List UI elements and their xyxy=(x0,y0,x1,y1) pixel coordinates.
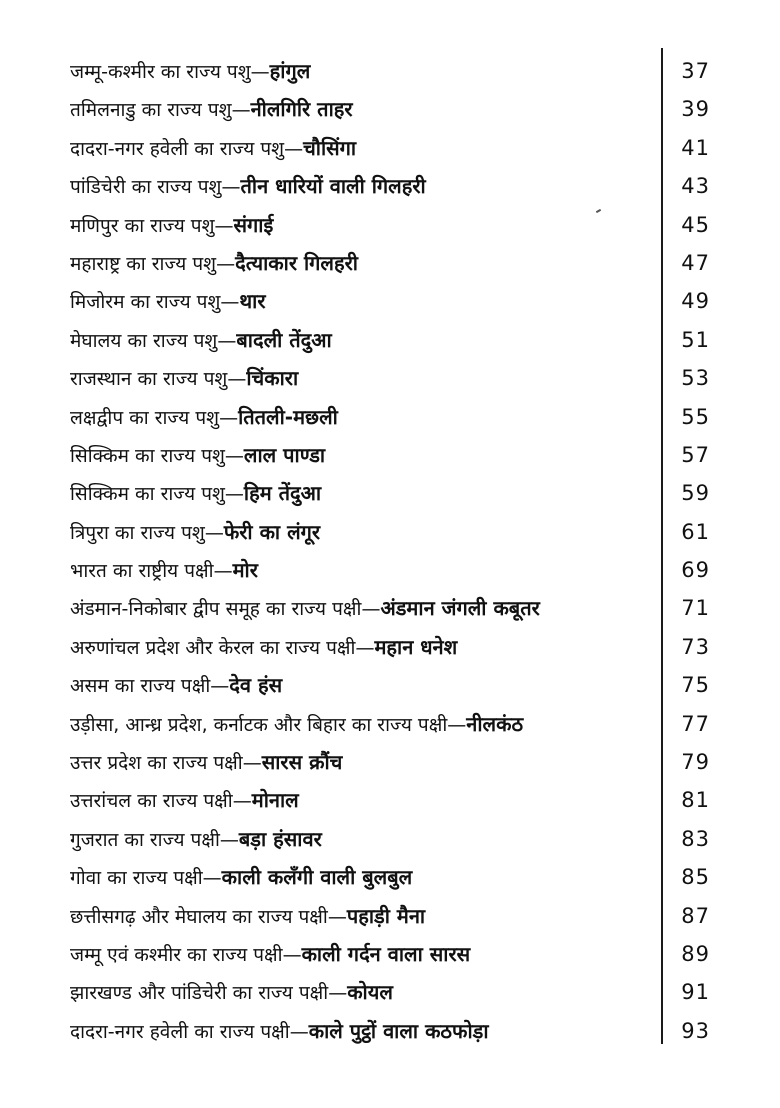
em-dash-separator: — xyxy=(284,137,304,160)
toc-entry-text xyxy=(70,824,662,855)
toc-entry-text xyxy=(70,440,662,471)
em-dash-separator: — xyxy=(231,99,251,122)
entry-answer: सारस क्रौंच xyxy=(261,750,343,775)
entry-answer: बादली तेंदुआ xyxy=(236,327,332,352)
entry-answer: तीन धारियों वाली गिलहरी xyxy=(240,174,426,199)
toc-row xyxy=(0,90,780,128)
em-dash-separator: — xyxy=(355,636,375,659)
toc-row xyxy=(0,551,780,589)
toc-row xyxy=(0,129,780,167)
toc-row xyxy=(0,743,780,781)
entry-answer: तितली-मछली xyxy=(238,404,338,429)
toc-entry-text xyxy=(70,133,662,164)
em-dash-separator: — xyxy=(210,675,230,698)
page-number: 85 xyxy=(681,865,710,890)
toc-entry-text xyxy=(70,670,662,701)
em-dash-separator: — xyxy=(327,905,347,928)
entry-label: गुजरात का राज्य पक्षी xyxy=(70,828,220,851)
toc-entry-text xyxy=(70,555,662,586)
entry-label: राजस्थान का राज्य पशु xyxy=(70,368,228,391)
page-number: 37 xyxy=(681,59,710,83)
toc-row xyxy=(0,935,780,973)
toc-entry-text xyxy=(70,94,662,125)
em-dash-separator: — xyxy=(242,752,262,775)
entry-label: त्रिपुरा का राज्य पशु xyxy=(70,521,205,544)
entry-answer: महान धनेश xyxy=(374,634,458,659)
entry-label: भारत का राष्ट्रीय पक्षी xyxy=(70,560,214,583)
entry-answer: फेरी का लंगूर xyxy=(223,519,321,544)
entry-answer: लाल पाण्डा xyxy=(243,442,326,467)
entry-answer: अंडमान जंगली कबूतर xyxy=(380,596,540,621)
em-dash-separator: — xyxy=(219,406,239,429)
toc-row xyxy=(0,666,780,704)
entry-answer: काले पुट्ठों वाला कठफोड़ा xyxy=(308,1018,489,1043)
toc-row xyxy=(0,321,780,359)
table-of-contents xyxy=(0,52,780,1050)
page-number: 71 xyxy=(681,596,710,621)
page-number: 91 xyxy=(681,980,710,1005)
toc-row xyxy=(0,398,780,436)
toc-row xyxy=(0,628,780,666)
em-dash-separator: — xyxy=(447,713,467,736)
entry-label: उत्तरांचल का राज्य पक्षी xyxy=(70,790,233,813)
em-dash-separator: — xyxy=(224,483,244,506)
entry-label: छत्तीसगढ़ और मेघालय का राज्य पक्षी xyxy=(70,905,328,928)
em-dash-separator: — xyxy=(328,982,348,1005)
em-dash-separator: — xyxy=(214,214,234,237)
page-number: 41 xyxy=(681,135,710,160)
em-dash-separator: — xyxy=(227,368,247,391)
page-number: 61 xyxy=(681,519,710,544)
entry-answer: चौसिंगा xyxy=(303,135,357,160)
toc-entry-text xyxy=(70,709,662,740)
page-number: 59 xyxy=(681,481,710,506)
toc-row xyxy=(0,359,780,397)
entry-label: अंडमान-निकोबार द्वीप समूह का राज्य पक्षी xyxy=(70,598,362,621)
entry-answer: नीलगिरि ताहर xyxy=(250,97,353,122)
entry-label: पांडिचेरी का राज्य पशु xyxy=(70,176,222,199)
page-number: 87 xyxy=(681,903,710,928)
toc-row xyxy=(0,1012,780,1050)
toc-entry-text xyxy=(70,901,662,932)
toc-row xyxy=(0,474,780,512)
toc-entry-text xyxy=(70,171,662,202)
entry-label: दादरा-नगर हवेली का राज्य पक्षी xyxy=(70,1020,290,1043)
em-dash-separator: — xyxy=(204,521,224,544)
toc-row xyxy=(0,820,780,858)
entry-answer: हांगुल xyxy=(269,59,311,83)
page-number: 81 xyxy=(681,788,710,813)
page-number: 69 xyxy=(681,558,710,583)
entry-label: सिक्किम का राज्य पशु xyxy=(70,483,225,506)
toc-row xyxy=(0,513,780,551)
page-number: 43 xyxy=(681,174,710,199)
em-dash-separator: — xyxy=(221,176,241,199)
entry-label: गोवा का राज्य पक्षी xyxy=(70,867,203,890)
toc-entry-text xyxy=(70,478,662,509)
toc-entry-text xyxy=(70,402,662,433)
entry-answer: कोयल xyxy=(347,980,393,1005)
entry-answer: दैत्याकार गिलहरी xyxy=(235,250,358,275)
toc-entry-text xyxy=(70,210,662,241)
entry-label: उत्तर प्रदेश का राज्य पक्षी xyxy=(70,752,243,775)
entry-answer: थार xyxy=(239,289,266,314)
em-dash-separator: — xyxy=(224,444,244,467)
page-number: 53 xyxy=(681,366,710,391)
page-number: 45 xyxy=(681,212,710,237)
em-dash-separator: — xyxy=(216,252,236,275)
em-dash-separator: — xyxy=(232,790,252,813)
entry-label: लक्षद्वीप का राज्य पशु xyxy=(70,406,220,429)
em-dash-separator: — xyxy=(289,1020,309,1043)
entry-answer: बड़ा हंसावर xyxy=(238,826,322,851)
entry-label: मेघालय का राज्य पशु xyxy=(70,329,218,352)
page-number: 55 xyxy=(681,404,710,429)
toc-entry-text xyxy=(70,325,662,356)
page-number: 39 xyxy=(681,97,710,122)
toc-row xyxy=(0,436,780,474)
entry-label: उड़ीसा, आन्ध्र प्रदेश, कर्नाटक और बिहार का राज्य पक्षी xyxy=(70,713,448,736)
entry-answer: मोर xyxy=(232,558,258,583)
em-dash-separator: — xyxy=(213,560,233,583)
entry-answer: पहाड़ी मैना xyxy=(346,903,426,928)
page-number: 47 xyxy=(681,250,710,275)
page-number: 51 xyxy=(681,327,710,352)
toc-entry-text xyxy=(70,785,662,816)
entry-label: झारखण्ड और पांडिचेरी का राज्य पक्षी xyxy=(70,982,329,1005)
entry-label: दादरा-नगर हवेली का राज्य पशु xyxy=(70,137,285,160)
entry-label: अरुणांचल प्रदेश और केरल का राज्य पक्षी xyxy=(70,636,356,659)
entry-label: असम का राज्य पक्षी xyxy=(70,675,211,698)
page-number: 83 xyxy=(681,826,710,851)
entry-label: तमिलनाडु का राज्य पशु xyxy=(70,99,232,122)
toc-row xyxy=(0,282,780,320)
entry-answer: हिम तेंदुआ xyxy=(243,481,322,506)
entry-label: महाराष्ट्र का राज्य पशु xyxy=(70,252,217,275)
entry-answer: मोनाल xyxy=(251,788,299,813)
toc-row xyxy=(0,589,780,627)
em-dash-separator: — xyxy=(282,943,302,966)
toc-row xyxy=(0,52,780,90)
toc-entry-text xyxy=(70,747,662,778)
toc-entry-text xyxy=(70,286,662,317)
toc-entry-text xyxy=(70,1016,662,1047)
entry-label: मिजोरम का राज्य पशु xyxy=(70,291,221,314)
em-dash-separator: — xyxy=(250,61,270,83)
toc-entry-text xyxy=(70,939,662,970)
toc-row xyxy=(0,897,780,935)
toc-entry-text xyxy=(70,862,662,893)
em-dash-separator: — xyxy=(220,291,240,314)
entry-label: जम्मू एवं कश्मीर का राज्य पक्षी xyxy=(70,943,283,966)
entry-answer: चिंकारा xyxy=(246,366,299,391)
toc-entry-text xyxy=(70,517,662,548)
entry-answer: काली कलँगी वाली बुलबुल xyxy=(221,865,413,890)
toc-row xyxy=(0,244,780,282)
page-number: 49 xyxy=(681,289,710,314)
toc-entry-text xyxy=(70,593,662,624)
page-number: 57 xyxy=(681,442,710,467)
toc-entry-text xyxy=(70,248,662,279)
toc-row xyxy=(0,167,780,205)
page-number: 75 xyxy=(681,673,710,698)
toc-entry-text xyxy=(70,632,662,663)
toc-row xyxy=(0,858,780,896)
toc-entry-text xyxy=(70,56,662,87)
em-dash-separator: — xyxy=(361,598,381,621)
entry-label: सिक्किम का राज्य पशु xyxy=(70,444,225,467)
page-number: 73 xyxy=(681,634,710,659)
page-number: 79 xyxy=(681,750,710,775)
toc-row xyxy=(0,206,780,244)
page-number: 77 xyxy=(681,711,710,736)
em-dash-separator: — xyxy=(219,828,239,851)
page-number: 89 xyxy=(681,941,710,966)
page-number: 93 xyxy=(681,1018,710,1043)
toc-row xyxy=(0,705,780,743)
toc-entry-text xyxy=(70,977,662,1008)
entry-answer: देव हंस xyxy=(229,673,283,698)
em-dash-separator: — xyxy=(217,329,237,352)
toc-entry-text xyxy=(70,363,662,394)
toc-row xyxy=(0,781,780,819)
entry-label: जम्मू-कश्मीर का राज्य पशु xyxy=(70,61,251,83)
em-dash-separator: — xyxy=(202,867,222,890)
entry-label: मणिपुर का राज्य पशु xyxy=(70,214,215,237)
entry-answer: संगाई xyxy=(233,212,274,237)
entry-answer: नीलकंठ xyxy=(466,711,524,736)
toc-row xyxy=(0,973,780,1011)
entry-answer: काली गर्दन वाला सारस xyxy=(301,941,471,966)
